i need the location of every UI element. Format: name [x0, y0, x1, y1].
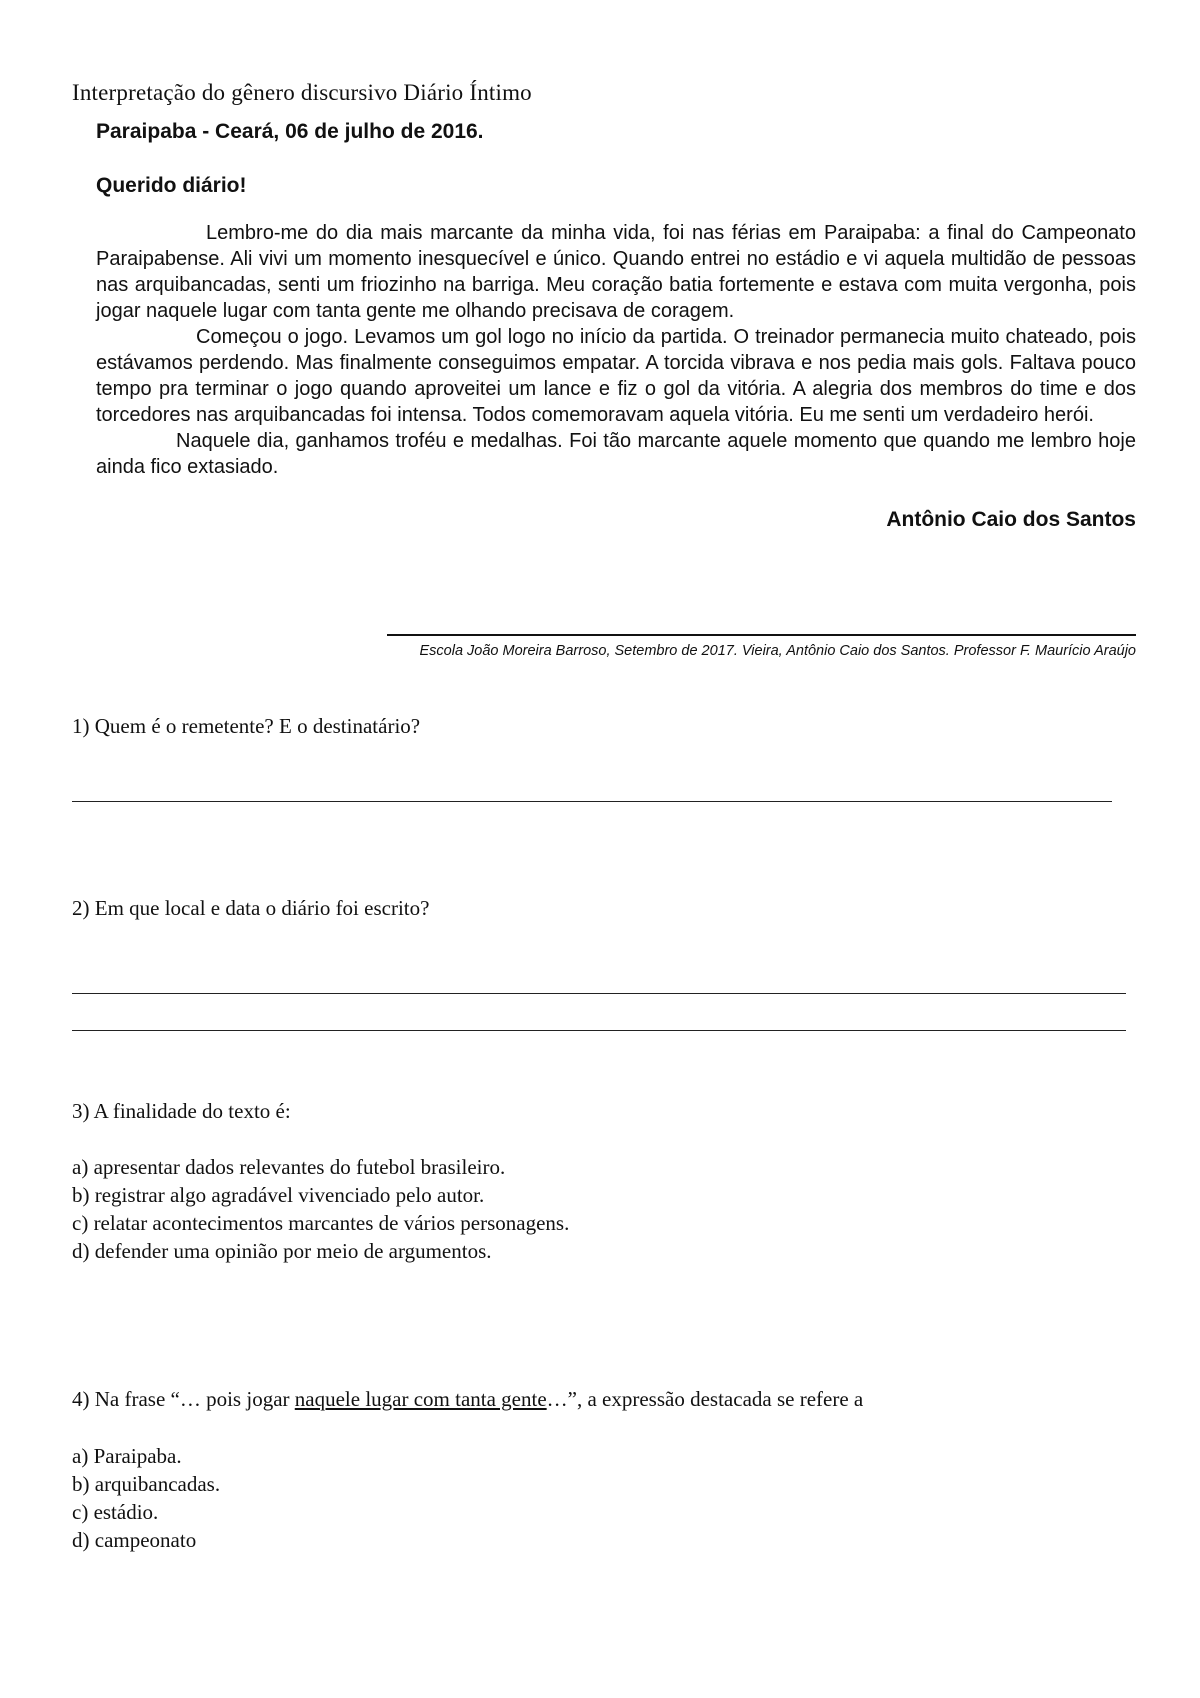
option-b[interactable]: b) registrar algo agradável vivenciado pelo autor.: [72, 1183, 485, 1207]
diary-body: [96, 220, 1136, 480]
option-d[interactable]: d) campeonato: [72, 1528, 197, 1552]
answer-line[interactable]: [72, 1030, 1126, 1031]
highlighted-expression: naquele lugar com tanta gente: [294, 1387, 547, 1411]
diary-signature: Antônio Caio dos Santos: [886, 508, 1136, 531]
answer-line[interactable]: [72, 801, 1112, 802]
question-3-options: [72, 1153, 569, 1265]
option-d[interactable]: d) defender uma opinião por meio de argumentos.: [72, 1239, 492, 1263]
question-4: [72, 1387, 863, 1412]
option-a[interactable]: a) Paraipaba.: [72, 1444, 182, 1468]
source-citation: Escola João Moreira Barroso, Setembro de 2017. Vieira, Antônio Caio dos Santos. Professor F. Maurício Araújo: [419, 643, 1136, 659]
diary-paragraph: Lembro-me do dia mais marcante da minha vida, foi nas férias em Paraipaba: a final do Campeonato Paraipabense. Ali vivi um momento inesquecível e único. Quando entrei no estádio e vi aquela multidão de pessoas nas arquibancadas, senti um friozinho na barriga. Meu coração batia fortemente e estava com muita vergonha, pois jogar naquele lugar com tanta gente me olhando precisava de coragem.: [96, 222, 1136, 322]
option-b[interactable]: b) arquibancadas.: [72, 1472, 221, 1496]
source-divider: [387, 634, 1136, 636]
question-2: 2) Em que local e data o diário foi escrito?: [72, 896, 430, 920]
question-4-options: [72, 1442, 220, 1554]
question-1: 1) Quem é o remetente? E o destinatário?: [72, 714, 421, 738]
option-c[interactable]: c) estádio.: [72, 1500, 159, 1524]
diary-paragraph: Naquele dia, ganhamos troféu e medalhas. Foi tão marcante aquele momento que quando me lembro hoje ainda fico extasiado.: [96, 430, 1136, 478]
question-4-prefix: 4) Na frase “… pois jogar: [72, 1387, 295, 1411]
diary-paragraph: Começou o jogo. Levamos um gol logo no início da partida. O treinador permanecia muito chateado, pois estávamos perdendo. Mas finalmente conseguimos empatar. A torcida vibrava e nos pedia mais gols. Faltava pouco tempo pra terminar o jogo quando aproveitei um lance e fiz o gol da vitória. A alegria dos membros do time e dos torcedores nas arquibancadas foi intensa. Todos comemoravam aquela vitória. Eu me senti um verdadeiro herói.: [96, 326, 1136, 426]
diary-text-block: [96, 118, 1136, 534]
document-title: Interpretação do gênero discursivo Diário Íntimo: [72, 80, 532, 105]
question-3: 3) A finalidade do texto é:: [72, 1099, 291, 1123]
question-4-suffix: …”, a expressão destacada se refere a: [546, 1387, 864, 1411]
diary-greeting: Querido diário!: [96, 174, 247, 197]
diary-place-date: Paraipaba - Ceará, 06 de julho de 2016.: [96, 120, 484, 143]
option-c[interactable]: c) relatar acontecimentos marcantes de vários personagens.: [72, 1211, 570, 1235]
answer-line[interactable]: [72, 993, 1126, 994]
option-a[interactable]: a) apresentar dados relevantes do futebol brasileiro.: [72, 1155, 506, 1179]
